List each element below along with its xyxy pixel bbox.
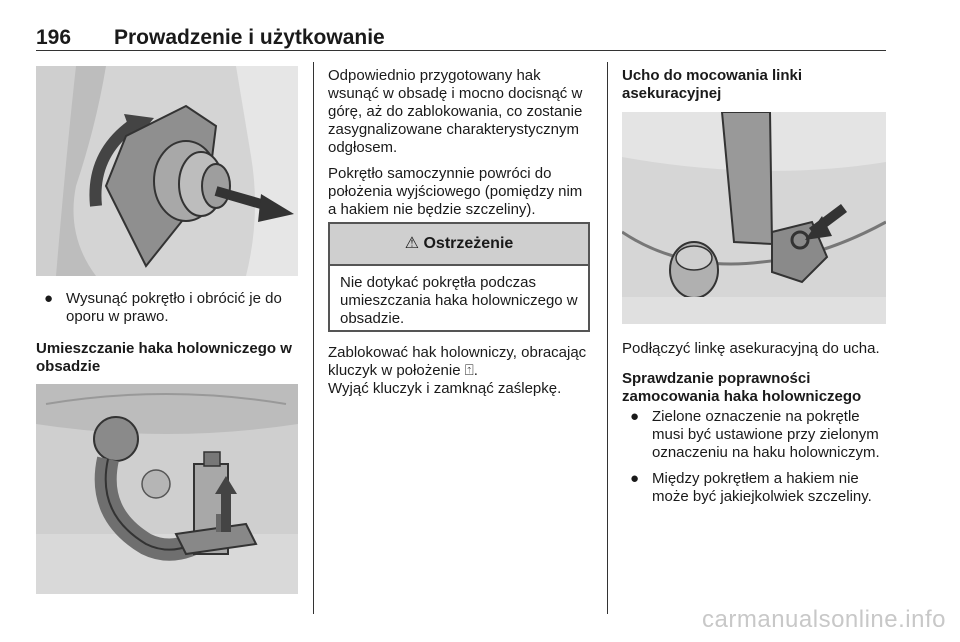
page-title: Prowadzenie i użytkowanie [114,26,385,49]
warning-text: Nie dotykać pokrętła podczas umieszczania haka holowniczego w obsadzie. [340,274,578,327]
bullet-text: Wysunąć pokrętło i obrócić je do oporu w prawo. [66,290,282,325]
knob-release-figure [36,66,298,276]
section-heading: Ucho do mocowania linki asekuracyjnej [622,67,803,102]
warning-icon: ⚠ [404,235,420,252]
warning-header [330,224,588,266]
list-item [622,408,886,462]
safety-eye-illustration [622,112,886,324]
page-header [36,26,886,52]
knob-illustration [36,66,298,276]
column-middle-lower [328,344,592,398]
column-right [622,67,886,103]
bullet-dot: ● [630,470,640,487]
sentence-end: . [473,362,478,379]
bullet-dot: ● [630,408,640,425]
bullet-text: Między pokrętłem a hakiem nie może być jakiejkolwiek szczeliny. [652,470,872,505]
paragraph: Wyjąć kluczyk i zamknąć zaślepkę. [328,380,562,397]
tow-hook-insert-figure [36,384,298,594]
lock-symbol-icon: ⍐ [464,362,474,379]
column-right-lower [622,340,886,506]
column-divider [607,62,608,614]
lock-instruction-text: Zablokować hak holowniczy, obracając kluczyk w położenie [328,344,587,379]
watermark: carmanualsonline.info [702,606,946,633]
warning-title: Ostrzeżenie [423,235,514,252]
column-middle [328,67,592,219]
section-heading: Sprawdzanie poprawności zamocowania haka holowniczego [622,370,862,405]
header-rule [36,50,886,51]
column-left [36,290,298,376]
paragraph: Podłączyć linkę asekuracyjną do ucha. [622,340,880,357]
paragraph: Pokrętło samoczynnie powróci do położenia wyjściowego (pomiędzy nim a hakiem nie będzie szczeliny). [328,165,583,218]
list-item [36,290,298,326]
paragraph: Odpowiednio przygotowany hak wsunąć w obsadę i mocno docisnąć w górę, aż do zablokowania, co zostanie zasygnalizowane charakterystycznym odgłosem. [328,67,583,156]
safety-eye-figure [622,112,886,324]
section-heading: Umieszczanie haka holowniczego w obsadzie [36,340,292,375]
tow-hook-illustration [36,384,298,594]
list-item [622,470,886,506]
bullet-text: Zielone oznaczenie na pokrętle musi być ustawione przy zielonym oznaczeniu na haku holowniczym. [652,408,880,461]
bullet-dot: ● [44,290,54,307]
paragraph [328,344,592,380]
warning-box [328,222,590,332]
page-number: 196 [36,26,72,49]
column-divider [313,62,314,614]
